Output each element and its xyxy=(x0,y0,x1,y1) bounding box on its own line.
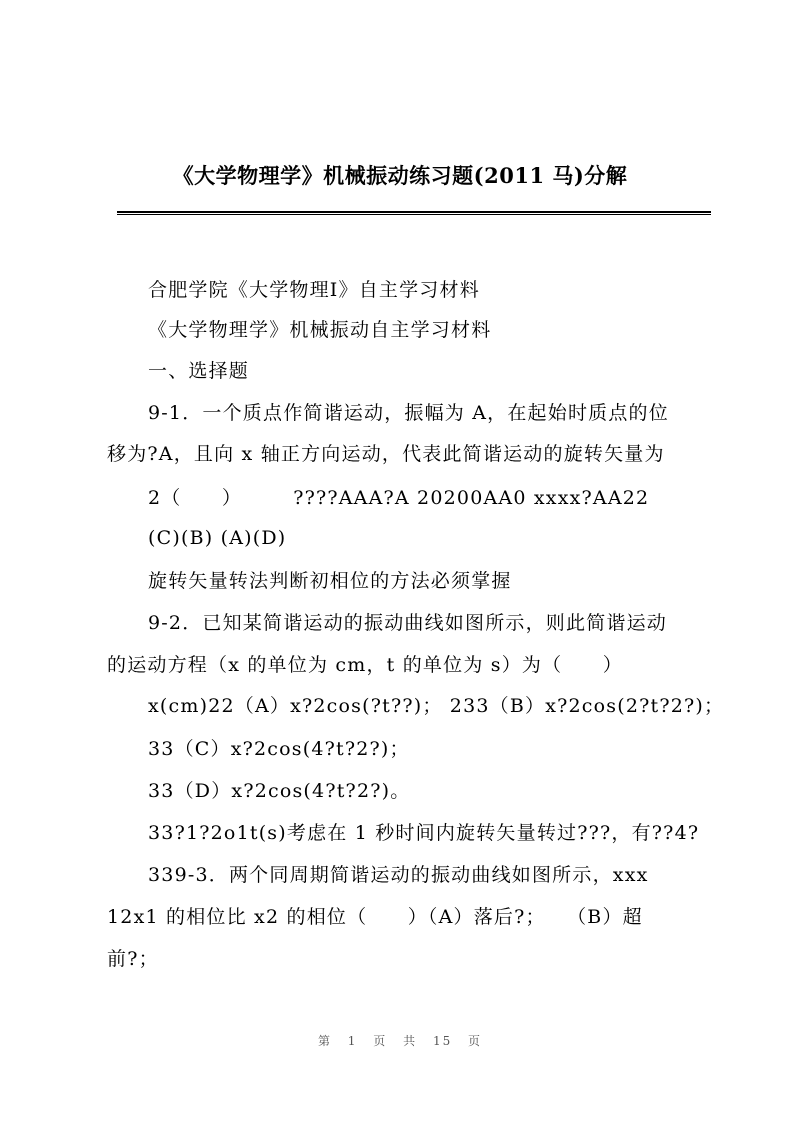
footer-page-label: 第 xyxy=(317,1034,332,1048)
text-line-q1-hint: 旋转矢量转法判断初相位的方法必须掌握 xyxy=(148,570,512,592)
text-line-section-heading: 一、选择题 xyxy=(148,360,250,382)
text-line-q2-options-ab: x(cm)22（A）x?2cos(?t??)； 233（B）x?2cos(2?t?2?)； xyxy=(148,695,725,717)
footer-total-label: 共 xyxy=(403,1034,418,1048)
text-line-q1-cont: 移为?A，且向 x 轴正方向运动，代表此简谐运动的旋转矢量为 xyxy=(107,443,665,465)
page-footer xyxy=(0,1032,800,1049)
text-line-q1-start: 9-1．一个质点作简谐运动，振幅为 A，在起始时质点的位 xyxy=(148,402,669,424)
text-line-material-title: 《大学物理学》机械振动自主学习材料 xyxy=(148,319,492,341)
document-title: 《大学物理学》机械振动练习题(2011 马)分解 xyxy=(172,163,628,188)
footer-total-pages: 15 xyxy=(432,1034,453,1048)
text-line-q2-option-c: 33（C）x?2cos(4?t?2?)； xyxy=(148,738,410,760)
footer-total-word: 页 xyxy=(468,1034,483,1048)
title-rule-thin xyxy=(117,214,711,215)
text-line-q2-cont: 的运动方程（x 的单位为 cm，t 的单位为 s）为（ ） xyxy=(107,654,623,676)
title-rule-thick xyxy=(117,211,711,213)
text-line-school: 合肥学院《大学物理Ⅰ》自主学习材料 xyxy=(148,279,480,301)
text-line-q3-end: 前?； xyxy=(107,948,159,970)
text-line-q1-options: 2（ ） ????AAA?A 20200AA0 xxxx?AA22 xyxy=(148,487,650,509)
footer-page-word: 页 xyxy=(373,1034,388,1048)
text-line-q2-start: 9-2．已知某简谐运动的振动曲线如图所示，则此简谐运动 xyxy=(148,612,667,634)
text-line-q2-option-d: 33（D）x?2cos(4?t?2?)。 xyxy=(148,780,411,802)
text-line-q2-hint: 33?1?2o1t(s)考虑在 1 秒时间内旋转矢量转过???，有??4? xyxy=(148,822,700,844)
text-line-q1-labels: (C)(B) (A)(D) xyxy=(148,527,287,549)
text-line-q3-cont: 12x1 的相位比 x2 的相位（ ）（A）落后?； （B）超 xyxy=(107,906,643,928)
footer-page-number: 1 xyxy=(347,1034,358,1048)
text-line-q3-start: 339-3．两个同周期简谐运动的振动曲线如图所示，xxx xyxy=(148,864,649,886)
